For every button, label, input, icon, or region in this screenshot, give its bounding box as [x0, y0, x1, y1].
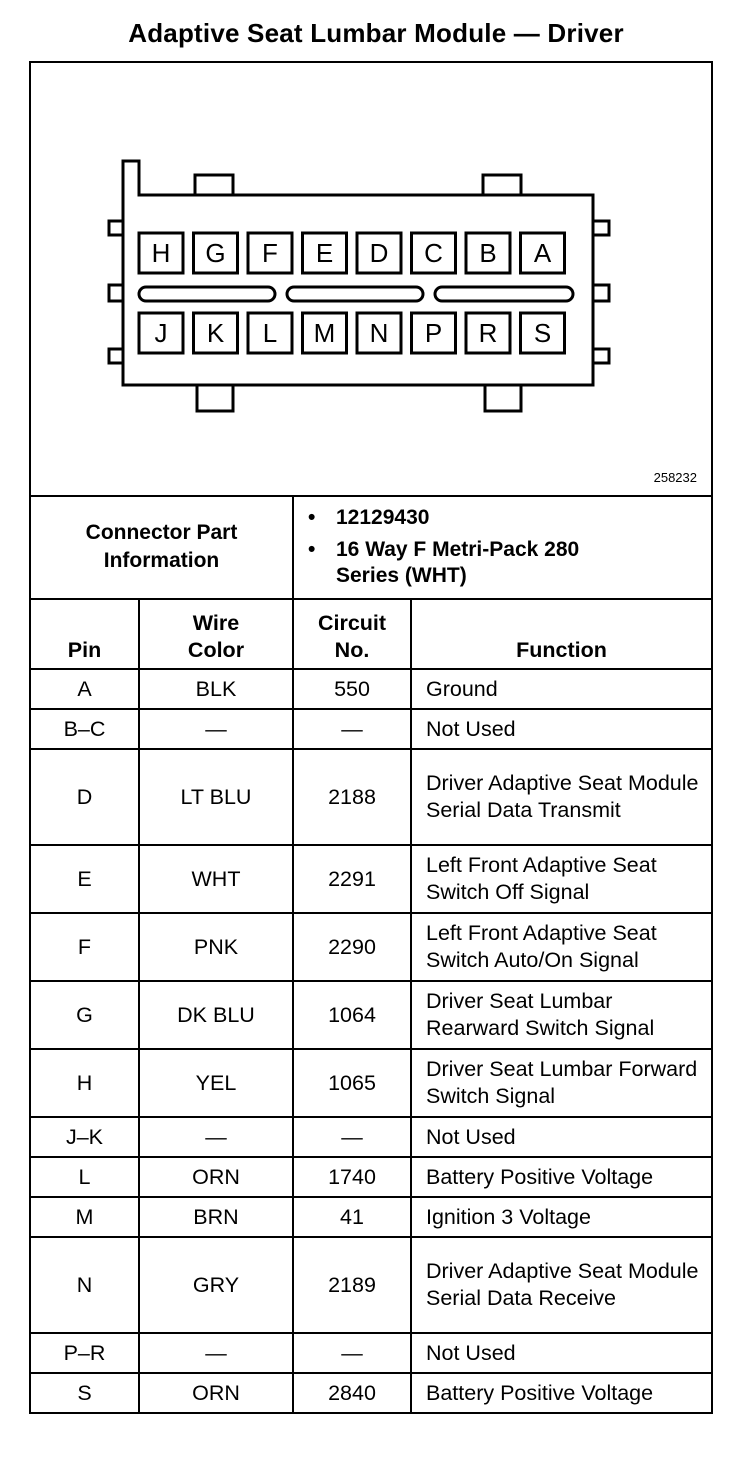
pin-label: A — [533, 238, 552, 268]
wire-color-cell: — — [139, 709, 293, 749]
pin-cell: E — [31, 845, 139, 913]
wire-color-cell: GRY — [139, 1237, 293, 1333]
table-row — [31, 1049, 711, 1117]
pin-label: R — [478, 318, 498, 348]
pin-label: B — [479, 238, 497, 268]
header-wire-color: Wire Color — [139, 599, 293, 669]
connector-info-item: • 12129430 — [308, 505, 430, 529]
pin-cell: B–C — [31, 709, 139, 749]
pin-label: N — [369, 318, 389, 348]
function-cell: Not Used — [411, 1333, 711, 1373]
circuit-cell: 2291 — [293, 845, 411, 913]
bottom-tab-left — [197, 383, 233, 411]
function-cell: Left Front Adaptive Seat Switch Off Signal — [411, 845, 711, 913]
connector-info-label: Connector Part Information — [31, 495, 293, 599]
circuit-cell: 2290 — [293, 913, 411, 981]
page-title: Adaptive Seat Lumbar Module — Driver — [128, 18, 624, 48]
wire-color-cell: — — [139, 1117, 293, 1157]
header-pin: Pin — [31, 599, 139, 669]
table-row — [31, 1157, 711, 1197]
connector-face-drawing — [31, 63, 711, 495]
circuit-cell: — — [293, 1117, 411, 1157]
bullet-icon: • — [308, 505, 316, 529]
circuit-cell: 1065 — [293, 1049, 411, 1117]
header-circuit-no: Circuit No. — [293, 599, 411, 669]
pinout-rows — [31, 669, 711, 1413]
circuit-cell: — — [293, 1333, 411, 1373]
table-row — [31, 913, 711, 981]
wire-color-cell: ORN — [139, 1373, 293, 1413]
table-row — [31, 1117, 711, 1157]
pin-label: J — [154, 318, 168, 348]
table-row — [31, 709, 711, 749]
pin-label: K — [206, 318, 225, 348]
bullet-icon: • — [308, 537, 316, 561]
wire-color-cell: LT BLU — [139, 749, 293, 845]
table-row — [31, 1237, 711, 1333]
pin-cell: H — [31, 1049, 139, 1117]
table-row — [31, 669, 711, 709]
circuit-cell: 1064 — [293, 981, 411, 1049]
function-cell: Battery Positive Voltage — [411, 1157, 711, 1197]
right-nub-3 — [593, 349, 609, 363]
function-cell: Battery Positive Voltage — [411, 1373, 711, 1413]
table-row — [31, 749, 711, 845]
function-cell: Driver Adaptive Seat Module Serial Data Receive — [411, 1237, 711, 1333]
table-header-row — [31, 599, 711, 669]
document-frame — [29, 61, 713, 1414]
table-row — [31, 845, 711, 913]
pin-label: P — [424, 318, 443, 348]
wire-color-cell: YEL — [139, 1049, 293, 1117]
function-cell: Not Used — [411, 1117, 711, 1157]
pin-label: F — [262, 238, 278, 268]
function-cell: Ignition 3 Voltage — [411, 1197, 711, 1237]
pin-cell: G — [31, 981, 139, 1049]
function-cell: Driver Adaptive Seat Module Serial Data Transmit — [411, 749, 711, 845]
connector-info-values — [293, 495, 711, 599]
pinout-table — [31, 599, 711, 1413]
circuit-cell: 550 — [293, 669, 411, 709]
circuit-cell: 2840 — [293, 1373, 411, 1413]
table-row — [31, 981, 711, 1049]
function-cell: Left Front Adaptive Seat Switch Auto/On Signal — [411, 913, 711, 981]
right-nub-1 — [593, 221, 609, 235]
pin-label: M — [313, 318, 336, 348]
wire-color-cell: DK BLU — [139, 981, 293, 1049]
circuit-cell: 2189 — [293, 1237, 411, 1333]
figure-id: 258232 — [653, 470, 697, 485]
separator-bar-1 — [139, 287, 275, 301]
circuit-cell: 2188 — [293, 749, 411, 845]
function-cell: Not Used — [411, 709, 711, 749]
connector-body — [109, 161, 609, 411]
wire-color-cell: — — [139, 1333, 293, 1373]
pin-label: E — [315, 238, 334, 268]
circuit-cell: 1740 — [293, 1157, 411, 1197]
circuit-cell: — — [293, 709, 411, 749]
wire-color-cell: BRN — [139, 1197, 293, 1237]
table-row — [31, 1333, 711, 1373]
separator-bar-3 — [435, 287, 573, 301]
function-cell: Driver Seat Lumbar Forward Switch Signal — [411, 1049, 711, 1117]
pin-cell: J–K — [31, 1117, 139, 1157]
pin-label: S — [533, 318, 552, 348]
pin-cell: A — [31, 669, 139, 709]
connector-part-info — [31, 495, 711, 600]
pin-label: G — [205, 238, 226, 268]
connector-info-item: • 16 Way F Metri-Pack 280 Series (WHT) — [308, 537, 580, 587]
wire-color-cell: WHT — [139, 845, 293, 913]
pin-label: C — [424, 238, 443, 268]
pin-cell: S — [31, 1373, 139, 1413]
table-row — [31, 1373, 711, 1413]
right-nub-2 — [593, 285, 609, 301]
pin-cell: D — [31, 749, 139, 845]
header-function: Function — [411, 599, 711, 669]
pin-cell: P–R — [31, 1333, 139, 1373]
circuit-cell: 41 — [293, 1197, 411, 1237]
pin-cell: N — [31, 1237, 139, 1333]
wire-color-cell: PNK — [139, 913, 293, 981]
pin-cell: L — [31, 1157, 139, 1197]
pin-cell: F — [31, 913, 139, 981]
pin-label: H — [151, 238, 171, 268]
pin-label: D — [369, 238, 389, 268]
table-row — [31, 1197, 711, 1237]
wire-color-cell: BLK — [139, 669, 293, 709]
separator-bar-2 — [287, 287, 423, 301]
wire-color-cell: ORN — [139, 1157, 293, 1197]
bottom-tab-right — [485, 383, 521, 411]
connector-diagram — [31, 63, 711, 497]
pin-label: L — [262, 318, 278, 348]
pin-cell: M — [31, 1197, 139, 1237]
function-cell: Ground — [411, 669, 711, 709]
function-cell: Driver Seat Lumbar Rearward Switch Signal — [411, 981, 711, 1049]
